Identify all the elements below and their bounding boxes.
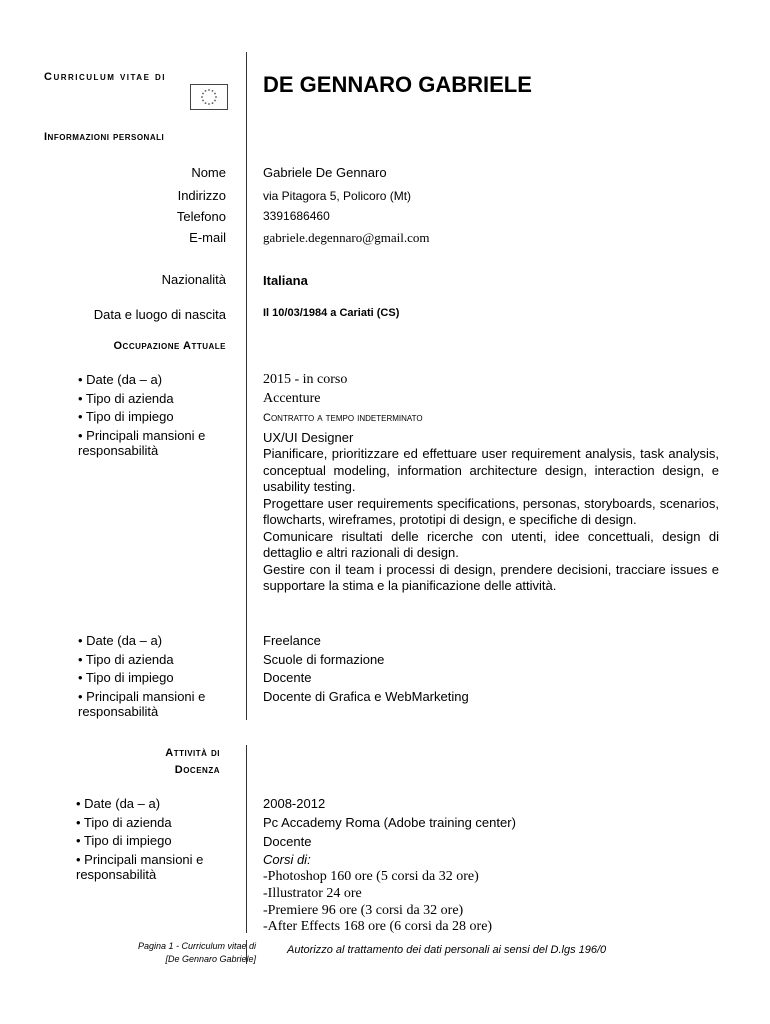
footer-page-line: Pagina 1 - Curriculum vitae di	[137, 941, 256, 951]
bullet-responsibility: responsabilità	[78, 704, 159, 719]
eu-flag-icon	[190, 84, 228, 110]
value-nome: Gabriele De Gennaro	[263, 165, 387, 180]
bullet-duties: • Principali mansioni e	[78, 427, 206, 443]
bullet-type: • Tipo di impiego	[76, 833, 172, 848]
section-title-occupation: Occupazione Attuale	[113, 340, 226, 352]
bullet-date: • Date (da – a)	[78, 633, 163, 648]
bullet-company: • Tipo di azienda	[76, 814, 172, 830]
section-title-teaching-2: Docenza	[174, 764, 220, 776]
duty-paragraph: Pianificare, prioritizzare ed effettuare user requirement analysis, task analysis, conceptual modeling, information architecture design, interaction design, e usability testing.	[263, 446, 719, 494]
entry2-role: Docente di Grafica e WebMarketing	[263, 689, 469, 704]
value-indirizzo: via Pitagora 5, Policoro (Mt)	[263, 189, 412, 203]
entry1-date: 2015 - in corso	[263, 372, 348, 387]
bullet-date: • Date (da – a)	[76, 796, 161, 811]
duty-paragraph: Comunicare risultati delle ricerche con utenti, idee concettuali, design di dettaglio e altri razionali di design.	[263, 528, 719, 560]
course-item: -Premiere 96 ore (3 corsi da 32 ore)	[263, 903, 464, 918]
value-nascita: Il 10/03/1984 a Cariati (CS)	[263, 307, 400, 319]
entry1-company: Accenture	[263, 391, 321, 406]
column-divider-top	[246, 52, 247, 720]
course-item: -Illustrator 24 ore	[263, 886, 362, 901]
duty-paragraph: Progettare user requirements specifications, personas, storyboards, scenarios, flowcharts, wireframes, prototipi di design, e specifiche di design.	[263, 495, 719, 527]
value-telefono: 3391686460	[263, 209, 330, 223]
bullet-type: • Tipo di impiego	[78, 409, 174, 424]
entry1-role: UX/UI Designer	[263, 430, 354, 445]
teaching-type: Docente	[263, 834, 312, 849]
entry2-date: Freelance	[263, 633, 321, 648]
bullet-company: • Tipo di azienda	[78, 390, 174, 406]
course-item: -Photoshop 160 ore (5 corsi da 32 ore)	[263, 869, 479, 884]
column-divider-bottom	[246, 745, 247, 933]
bullet-duties: • Principali mansioni e	[76, 851, 204, 867]
bullet-labels-2	[78, 632, 228, 722]
bullet-company: • Tipo di azienda	[78, 651, 174, 667]
duty-paragraph: Gestire con il team i processi di design, prendere decisioni, tracciare issues e supportare la stima e la pianificazione delle attività.	[263, 561, 719, 593]
label-telefono: Telefono	[176, 209, 226, 224]
cv-label: Curriculum vitae di	[44, 71, 166, 83]
label-nazionalita: Nazionalità	[161, 272, 226, 287]
entry2-type: Docente	[263, 670, 312, 685]
entry1-duties	[263, 446, 719, 595]
section-title-teaching-1: Attività di	[165, 747, 220, 759]
bullet-responsibility: responsabilità	[78, 443, 159, 458]
value-email: gabriele.degennaro@gmail.com	[263, 230, 430, 245]
footer-privacy: Autorizzo al trattamento dei dati personali ai sensi del D.lgs 196/0	[287, 944, 607, 956]
page-title: DE GENNARO GABRIELE	[263, 72, 532, 97]
bullet-labels-1	[78, 371, 228, 461]
label-indirizzo: Indirizzo	[177, 188, 226, 203]
course-item: -After Effects 168 ore (6 corsi da 28 ore)	[263, 919, 493, 934]
bullet-date: • Date (da – a)	[78, 372, 163, 387]
bullet-labels-3	[76, 795, 226, 885]
section-title-personal: Informazioni personali	[44, 131, 165, 143]
bullet-responsibility: responsabilità	[76, 867, 157, 882]
teaching-courses-label: Corsi di:	[263, 852, 311, 867]
footer-name-line: [De Gennaro Gabriele]	[165, 954, 256, 964]
label-nascita: Data e luogo di nascita	[93, 307, 226, 322]
teaching-company: Pc Accademy Roma (Adobe training center)	[263, 815, 516, 830]
label-nome: Nome	[191, 165, 226, 180]
label-email: E-mail	[189, 230, 226, 245]
bullet-duties: • Principali mansioni e	[78, 688, 206, 704]
entry2-company: Scuole di formazione	[263, 652, 385, 667]
entry1-contract: Contratto a tempo indeterminato	[263, 412, 423, 424]
teaching-date: 2008-2012	[263, 796, 326, 811]
bullet-type: • Tipo di impiego	[78, 670, 174, 685]
value-nazionalita: Italiana	[263, 273, 308, 288]
